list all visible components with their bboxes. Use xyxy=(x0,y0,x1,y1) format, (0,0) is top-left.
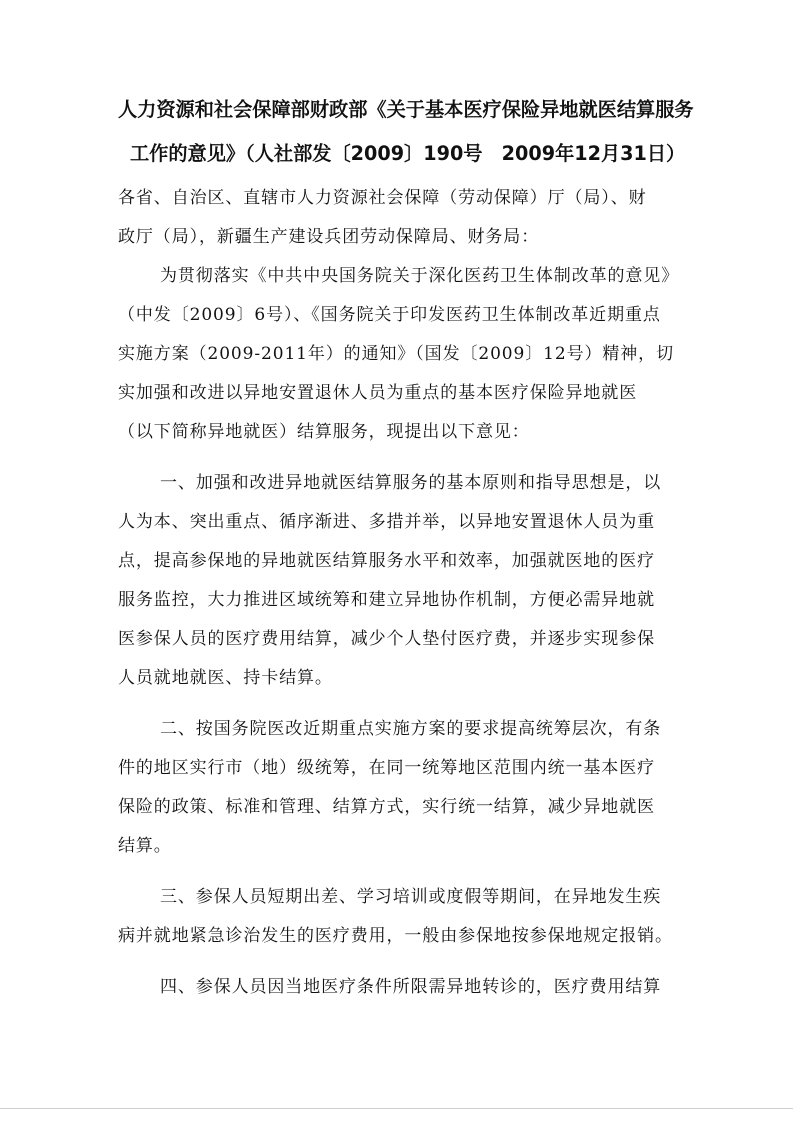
body-line: 点，提高参保地的异地就医结算服务水平和效率，加强就医地的医疗 xyxy=(118,551,655,571)
document-title-line-2: 工作的意见》（人社部发〔2009〕190号 2009年12月31日） xyxy=(130,142,686,165)
body-line: 各省、自治区、直辖市人力资源社会保障（劳动保障）厅（局）、财 xyxy=(118,188,647,208)
body-line: 病并就地紧急诊治发生的医疗费用，一般由参保地按参保地规定报销。 xyxy=(118,926,673,946)
body-line: 结算。 xyxy=(118,836,172,856)
body-line: 服务监控，大力推进区域统筹和建立异地协作机制，方便必需异地就 xyxy=(118,590,655,610)
body-line: 实加强和改进以异地安置退休人员为重点的基本医疗保险异地就医 xyxy=(118,383,638,403)
page-bottom-rule xyxy=(0,1108,793,1109)
body-line: 人为本、突出重点、循序渐进、多措并举，以异地安置退休人员为重 xyxy=(118,512,655,532)
body-line: 件的地区实行市（地）级统筹，在同一统筹地区范围内统一基本医疗 xyxy=(118,758,655,778)
body-line: （以下简称异地就医）结算服务，现提出以下意见： xyxy=(118,422,530,442)
body-line: （中发〔2009〕6号）、《国务院关于印发医药卫生体制改革近期重点 xyxy=(118,305,661,325)
paragraph-start-line: 四、参保人员因当地医疗条件所限需异地转诊的，医疗费用结算 xyxy=(160,977,662,997)
body-line: 人员就地就医、持卡结算。 xyxy=(118,668,333,688)
body-line: 实施方案（2009-2011年）的通知》（国发〔2009〕12号）精神，切 xyxy=(118,344,674,364)
paragraph-start-line: 二、按国务院医改近期重点实施方案的要求提高统筹层次，有条 xyxy=(160,719,662,739)
body-line: 政厅（局），新疆生产建设兵团劳动保障局、财务局： xyxy=(118,227,540,247)
paragraph-start-line: 一、加强和改进异地就医结算服务的基本原则和指导思想是，以 xyxy=(160,473,662,493)
document-title-line-1: 人力资源和社会保障部财政部《关于基本医疗保险异地就医结算服务 xyxy=(118,98,694,121)
body-line: 保险的政策、标准和管理、结算方式，实行统一结算，减少异地就医 xyxy=(118,797,655,817)
paragraph-start-line: 为贯彻落实《中共中央国务院关于深化医药卫生体制改革的意见》 xyxy=(160,266,680,286)
paragraph-start-line: 三、参保人员短期出差、学习培训或度假等期间，在异地发生疾 xyxy=(160,887,662,907)
body-line: 医参保人员的医疗费用结算，减少个人垫付医疗费，并逐步实现参保 xyxy=(118,629,655,649)
